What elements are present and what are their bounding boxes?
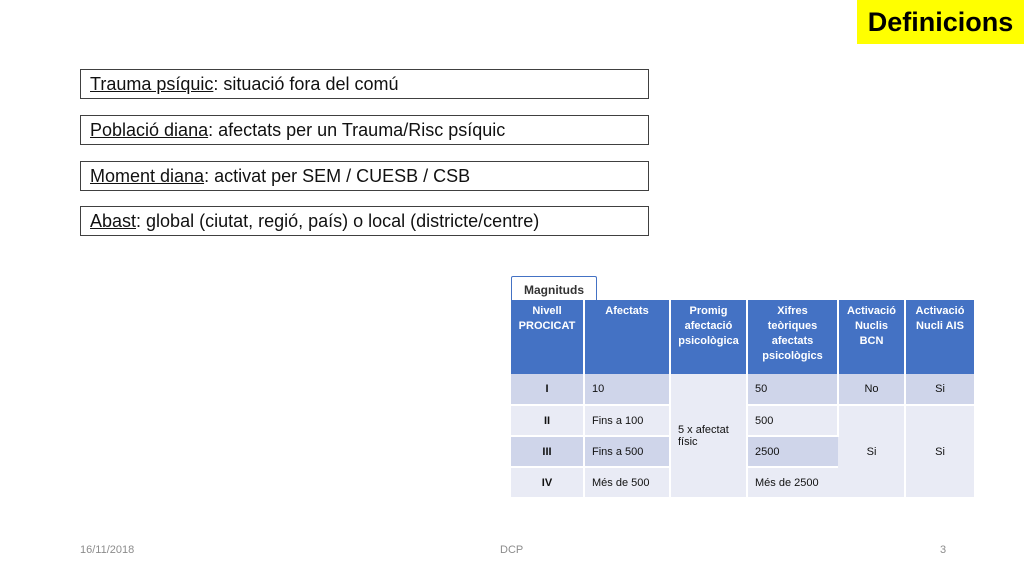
cell-nivell: IV	[511, 467, 584, 498]
definition-text: : global (ciutat, regió, país) o local (districte/centre)	[136, 210, 540, 231]
cell-afectats: 10	[584, 374, 670, 405]
header-xifres: Xifres teòriques afectats psicològics	[747, 300, 838, 374]
slide-title: Definicions	[867, 6, 1014, 37]
cell-activacio-ais: Si	[905, 374, 974, 405]
cell-promig-merged: 5 x afectat físic	[670, 374, 747, 498]
cell-xifres: Més de 2500	[747, 467, 838, 498]
cell-afectats: Més de 500	[584, 467, 670, 498]
cell-nivell: III	[511, 436, 584, 467]
cell-xifres: 500	[747, 405, 838, 436]
footer-page-number: 3	[940, 544, 947, 556]
definition-text: : activat per SEM / CUESB / CSB	[204, 165, 471, 186]
magnituds-tab	[511, 276, 597, 302]
definition-term: Abast	[90, 210, 137, 231]
footer-center: DCP	[500, 544, 524, 556]
table-row	[511, 374, 974, 405]
definition-box-moment	[80, 161, 649, 191]
cell-activacio-bcn: No	[838, 374, 905, 405]
cell-afectats: Fins a 100	[584, 405, 670, 436]
definition-text: : afectats per un Trauma/Risc psíquic	[208, 119, 506, 140]
cell-nivell: I	[511, 374, 584, 405]
definition-term: Població diana	[90, 119, 209, 140]
header-promig: Promig afectació psicològica	[670, 300, 747, 374]
table-header-row	[511, 300, 974, 374]
definition-term: Moment diana	[90, 165, 205, 186]
footer-date: 16/11/2018	[80, 544, 135, 556]
header-nivell: Nivell PROCICAT	[511, 300, 584, 374]
header-activacio-bcn: Activació Nuclis BCN	[838, 300, 905, 374]
cell-afectats: Fins a 500	[584, 436, 670, 467]
header-activacio-ais: Activació Nucli AIS	[905, 300, 974, 374]
cell-xifres: 2500	[747, 436, 838, 467]
magnituds-table	[511, 300, 974, 499]
slide-title-box	[857, 0, 1024, 44]
definition-text: : situació fora del comú	[213, 73, 399, 94]
header-afectats: Afectats	[584, 300, 670, 374]
cell-nivell: II	[511, 405, 584, 436]
definition-box-trauma	[80, 69, 649, 99]
cell-activacio-ais-merged: Si	[905, 405, 974, 498]
cell-activacio-bcn-merged: Si	[838, 405, 905, 498]
definition-box-poblacio	[80, 115, 649, 145]
definition-box-abast	[80, 206, 649, 236]
magnituds-tab-label: Magnituds	[524, 282, 584, 297]
definition-term: Trauma psíquic	[90, 73, 214, 94]
cell-xifres: 50	[747, 374, 838, 405]
